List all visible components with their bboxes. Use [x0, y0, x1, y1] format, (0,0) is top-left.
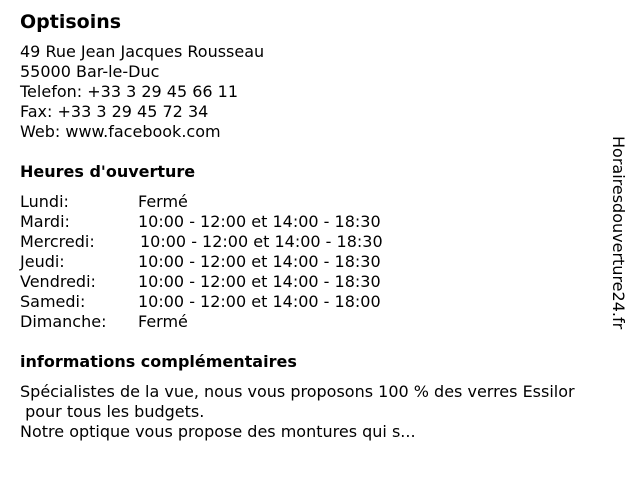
hours-row-dimanche: [20, 312, 620, 332]
web-line: Web: www.facebook.com: [20, 122, 221, 141]
day-label: Samedi:: [20, 292, 86, 311]
business-card: [20, 10, 620, 442]
info-heading: informations complémentaires: [20, 352, 297, 371]
address-line-1: 49 Rue Jean Jacques Rousseau: [20, 42, 265, 61]
hours-row-mercredi: [20, 232, 620, 252]
hours-row-samedi: [20, 292, 620, 312]
day-hours: Fermé: [138, 192, 188, 211]
hours-row-lundi: [20, 192, 620, 212]
hours-row-vendredi: [20, 272, 620, 292]
day-hours: 10:00 - 12:00 et 14:00 - 18:30: [138, 212, 381, 231]
day-label: Mercredi:: [20, 232, 95, 251]
day-label: Dimanche:: [20, 312, 107, 331]
business-name: Optisoins: [20, 11, 122, 33]
info-line-2: pour tous les budgets.: [20, 402, 205, 421]
day-hours: Fermé: [138, 312, 188, 331]
hours-row-jeudi: [20, 252, 620, 272]
info-line-3: Notre optique vous propose des montures qui s...: [20, 422, 416, 441]
day-hours: 10:00 - 12:00 et 14:00 - 18:30: [138, 272, 381, 291]
hours-heading: Heures d'ouverture: [20, 162, 196, 181]
info-text: [20, 382, 620, 442]
day-label: Mardi:: [20, 212, 70, 231]
day-hours: 10:00 - 12:00 et 14:00 - 18:00: [138, 292, 381, 311]
day-hours: 10:00 - 12:00 et 14:00 - 18:30: [138, 252, 381, 271]
day-label: Jeudi:: [20, 252, 65, 271]
phone-line: Telefon: +33 3 29 45 66 11: [20, 82, 239, 101]
day-label: Vendredi:: [20, 272, 96, 291]
day-label: Lundi:: [20, 192, 69, 211]
address-line-2: 55000 Bar-le-Duc: [20, 62, 160, 81]
day-hours: 10:00 - 12:00 et 14:00 - 18:30: [140, 232, 383, 251]
info-line-1: Spécialistes de la vue, nous vous proposons 100 % des verres Essilor: [20, 382, 575, 401]
site-watermark: Horairesdouverture24.fr: [609, 136, 628, 330]
hours-row-mardi: [20, 212, 620, 232]
fax-line: Fax: +33 3 29 45 72 34: [20, 102, 209, 121]
